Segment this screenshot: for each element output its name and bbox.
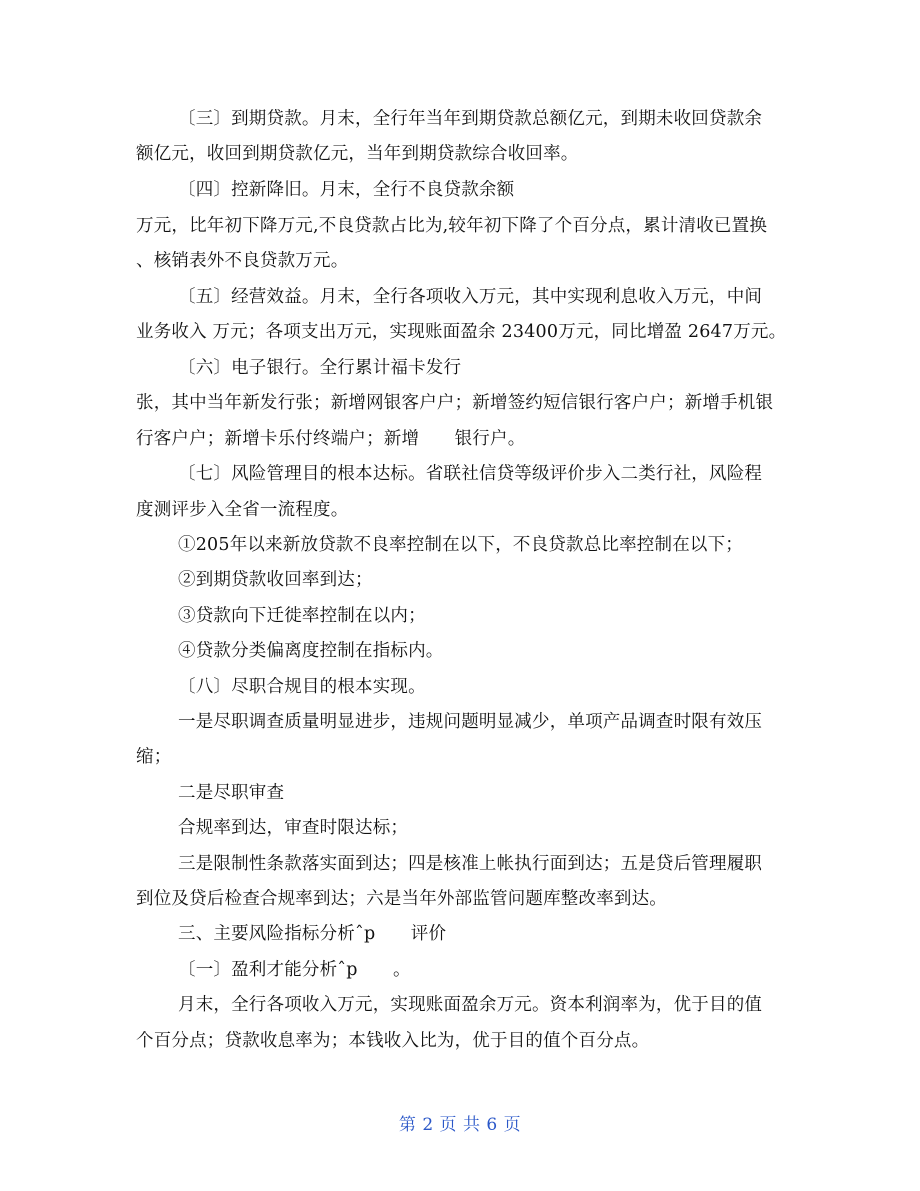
text-line: 三是限制性条款落实面到达；四是核准上帐执行面到达；五是贷后管理履职 <box>178 854 763 874</box>
text-line: 〔七〕风险管理目的根本达标。省联社信贷等级评价步入二类行社，风险程 <box>178 464 763 484</box>
text-line: 〔五〕经营效益。月末，全行各项收入万元，其中实现利息收入万元，中间 <box>178 287 763 307</box>
text-line: 合规率到达，审查时限达标； <box>178 818 409 838</box>
text-line: 〔八〕尽职合规目的根本实现。 <box>178 677 426 697</box>
page-number-footer: 第 2 页 共 6 页 <box>398 1115 522 1135</box>
text-line: 度测评步入全省一流程度。 <box>136 500 349 520</box>
text-line: 个百分点；贷款收息率为；本钱收入比为，优于目的值个百分点。 <box>136 1031 650 1051</box>
text-line: ④贷款分类偏离度控制在指标内。 <box>178 641 444 661</box>
text-line: 缩； <box>136 747 172 767</box>
text-line: 〔六〕电子银行。全行累计福卡发行 <box>178 358 462 378</box>
text-line: 万元，比年初下降万元,不良贷款占比为,较年初下降了个百分点，累计清收已置换 <box>136 216 768 236</box>
text-line: 一是尽职调查质量明显进步，违规问题明显减少，单项产品调查时限有效压 <box>178 712 763 732</box>
text-line: 月末，全行各项收入万元，实现账面盈余万元。资本利润率为，优于目的值 <box>178 995 763 1015</box>
text-line: 业务收入 万元；各项支出万元，实现账面盈余 23400万元，同比增盈 2647万元。 <box>136 322 787 342</box>
subsection-heading: 〔一〕盈利才能分析ˆp 。 <box>178 960 411 980</box>
text-line: 到位及贷后检查合规率到达；六是当年外部监管问题库整改率到达。 <box>136 889 667 909</box>
text-line: 、核销表外不良贷款万元。 <box>136 251 349 271</box>
text-line: 行客户户；新增卡乐付终端户；新增 银行户。 <box>136 429 526 449</box>
text-line: 二是尽职审查 <box>178 783 285 803</box>
text-line: 张，其中当年新发行张；新增网银客户户；新增签约短信银行客户户；新增手机银 <box>136 393 774 413</box>
section-heading: 三、主要风险指标分析ˆp 评价 <box>178 924 447 944</box>
text-line: 〔四〕控新降旧。月末，全行不良贷款余额 <box>178 180 515 200</box>
text-line: ③贷款向下迁徙率控制在以内； <box>178 606 426 626</box>
text-line: ②到期贷款收回率到达； <box>178 570 373 590</box>
text-line: ①205年以来新放贷款不良率控制在以下，不良贷款总比率控制在以下； <box>178 535 743 555</box>
text-line: 额亿元，收回到期贷款亿元，当年到期贷款综合收回率。 <box>136 144 579 164</box>
text-line: 〔三〕到期贷款。月末，全行年当年到期贷款总额亿元，到期未收回贷款余 <box>178 109 763 129</box>
